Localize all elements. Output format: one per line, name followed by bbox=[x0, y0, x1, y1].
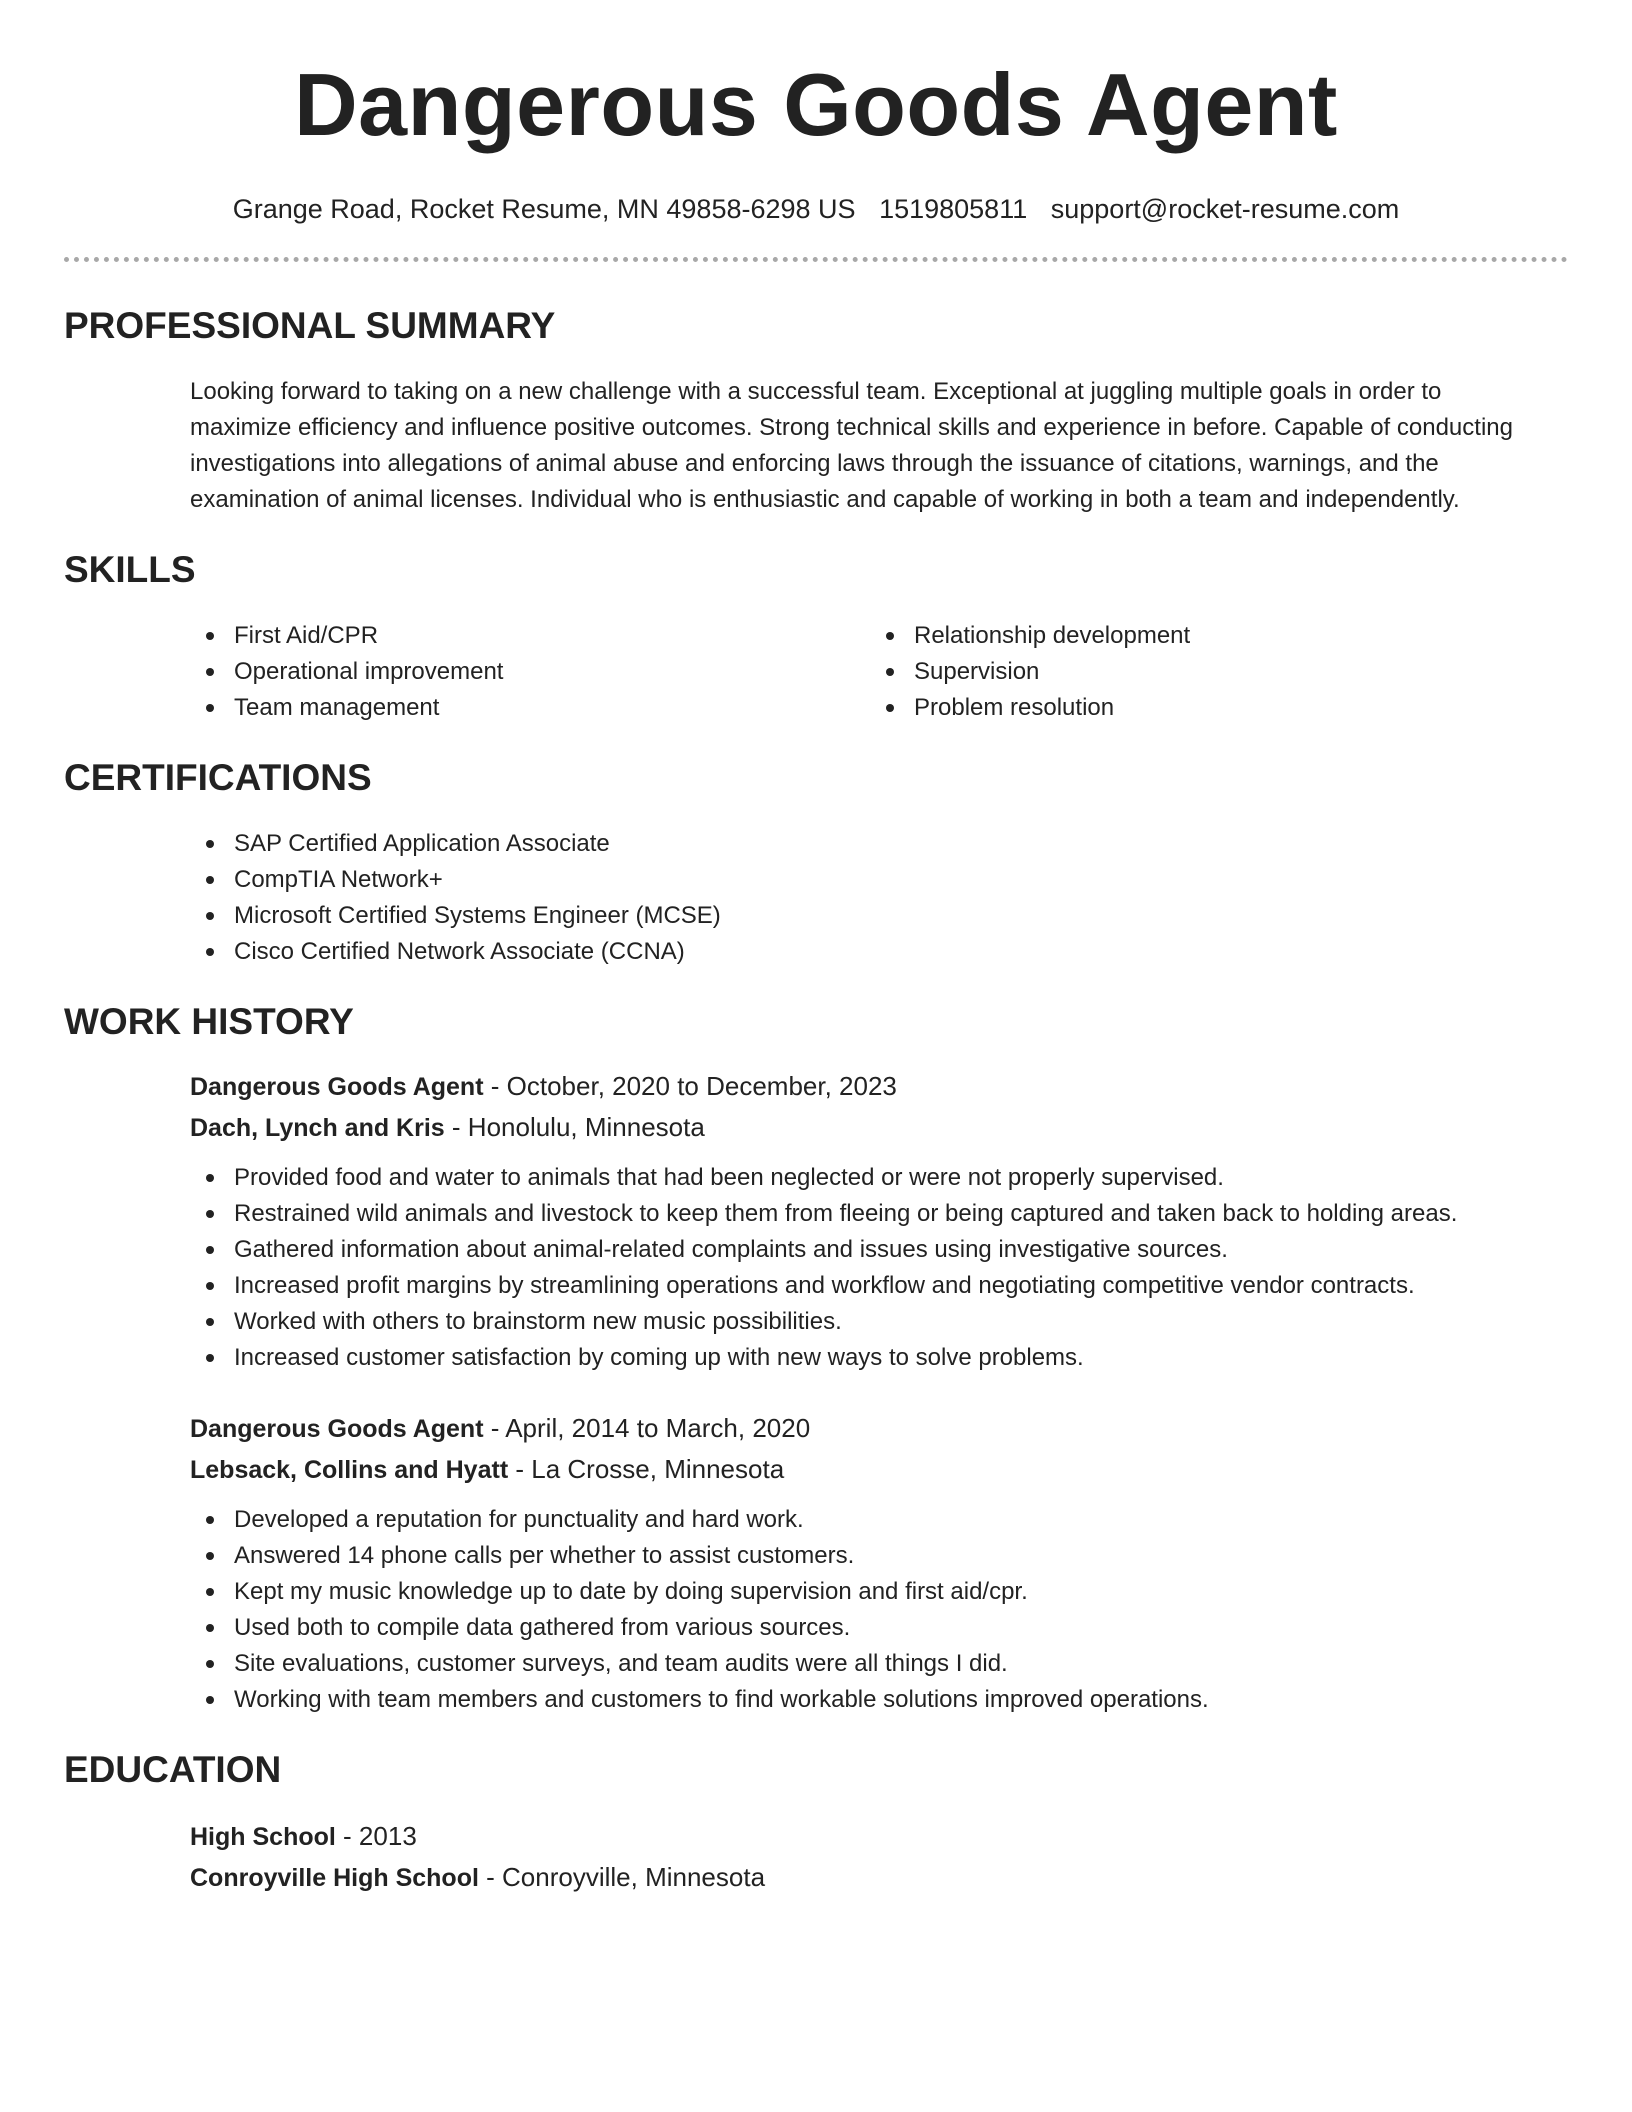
education-location: - Conroyville, Minnesota bbox=[478, 1862, 766, 1892]
contact-line bbox=[0, 192, 1632, 226]
job-bullet: Used both to compile data gathered from various sources. bbox=[190, 1610, 1632, 1646]
job-location: - La Crosse, Minnesota bbox=[508, 1454, 785, 1484]
job-entry bbox=[190, 1066, 1632, 1376]
contact-email: support@rocket-resume.com bbox=[1050, 194, 1400, 224]
job-bullets bbox=[190, 1160, 1632, 1376]
education-school-line bbox=[190, 1857, 1632, 1898]
job-bullet: Restrained wild animals and livestock to keep them from fleeing or being captured and taken back to holding areas. bbox=[190, 1196, 1632, 1232]
skills-heading: SKILLS bbox=[64, 549, 196, 590]
skills-column-right bbox=[870, 618, 1550, 726]
contact-phone: 1519805811 bbox=[879, 194, 1028, 224]
certification-item: SAP Certified Application Associate bbox=[190, 826, 1632, 862]
education-degree: High School bbox=[190, 1823, 336, 1851]
skills-column-left bbox=[190, 618, 870, 726]
education-year: - 2013 bbox=[335, 1821, 417, 1851]
skill-item: First Aid/CPR bbox=[190, 618, 870, 654]
skill-item: Relationship development bbox=[870, 618, 1550, 654]
job-bullets bbox=[190, 1502, 1632, 1718]
job-company-line bbox=[190, 1107, 1632, 1148]
job-role: Dangerous Goods Agent bbox=[190, 1073, 484, 1101]
certifications-heading: CERTIFICATIONS bbox=[64, 757, 372, 798]
work-history-heading: WORK HISTORY bbox=[64, 1001, 354, 1042]
education-school: Conroyville High School bbox=[190, 1864, 479, 1892]
skill-item: Supervision bbox=[870, 654, 1550, 690]
job-title-line bbox=[190, 1066, 1632, 1107]
skill-item: Team management bbox=[190, 690, 870, 726]
certification-item: Microsoft Certified Systems Engineer (MCSE) bbox=[190, 898, 1632, 934]
job-title-line bbox=[190, 1408, 1632, 1449]
summary-heading: PROFESSIONAL SUMMARY bbox=[64, 305, 556, 346]
job-dates: - April, 2014 to March, 2020 bbox=[483, 1413, 811, 1443]
job-company-line bbox=[190, 1449, 1632, 1490]
job-bullet: Provided food and water to animals that had been neglected or were not properly supervised. bbox=[190, 1160, 1632, 1196]
education-degree-line bbox=[190, 1816, 1632, 1857]
job-dates: - October, 2020 to December, 2023 bbox=[483, 1071, 897, 1101]
job-company: Dach, Lynch and Kris bbox=[190, 1114, 445, 1142]
job-role: Dangerous Goods Agent bbox=[190, 1415, 484, 1443]
job-bullet: Worked with others to brainstorm new music possibilities. bbox=[190, 1304, 1632, 1340]
skill-item: Operational improvement bbox=[190, 654, 870, 690]
candidate-name: Dangerous Goods Agent bbox=[294, 55, 1338, 154]
job-bullet: Developed a reputation for punctuality and hard work. bbox=[190, 1502, 1632, 1538]
job-location: - Honolulu, Minnesota bbox=[444, 1112, 705, 1142]
skill-item: Problem resolution bbox=[870, 690, 1550, 726]
skills-list bbox=[190, 618, 1632, 726]
education-heading: EDUCATION bbox=[64, 1749, 282, 1790]
summary-text: Looking forward to taking on a new challenge with a successful team. Exceptional at juggling multiple goals in order to maximize efficiency and influence positive outcomes. Strong technical skills and experience in before. Capable of conducting investigations into allegations of animal abuse and enforcing laws through the issuance of citations, warnings, and the examination of animal licenses. Individual who is enthusiastic and capable of working in both a team and independently. bbox=[190, 378, 1513, 513]
job-bullet: Answered 14 phone calls per whether to assist customers. bbox=[190, 1538, 1632, 1574]
job-bullet: Kept my music knowledge up to date by doing supervision and first aid/cpr. bbox=[190, 1574, 1632, 1610]
job-bullet: Site evaluations, customer surveys, and team audits were all things I did. bbox=[190, 1646, 1632, 1682]
job-bullet: Increased profit margins by streamlining operations and workflow and negotiating competitive vendor contracts. bbox=[190, 1268, 1632, 1304]
job-company: Lebsack, Collins and Hyatt bbox=[190, 1456, 509, 1484]
certification-item: CompTIA Network+ bbox=[190, 862, 1632, 898]
certifications-list bbox=[190, 826, 1632, 970]
job-bullet: Working with team members and customers to find workable solutions improved operations. bbox=[190, 1682, 1632, 1718]
contact-address: Grange Road, Rocket Resume, MN 49858-6298 US bbox=[232, 194, 856, 224]
header-divider bbox=[64, 257, 1568, 262]
certification-item: Cisco Certified Network Associate (CCNA) bbox=[190, 934, 1632, 970]
job-entry bbox=[190, 1408, 1632, 1718]
job-bullet: Gathered information about animal-related complaints and issues using investigative sources. bbox=[190, 1232, 1632, 1268]
education-entry bbox=[190, 1816, 1632, 1898]
job-bullet: Increased customer satisfaction by coming up with new ways to solve problems. bbox=[190, 1340, 1632, 1376]
